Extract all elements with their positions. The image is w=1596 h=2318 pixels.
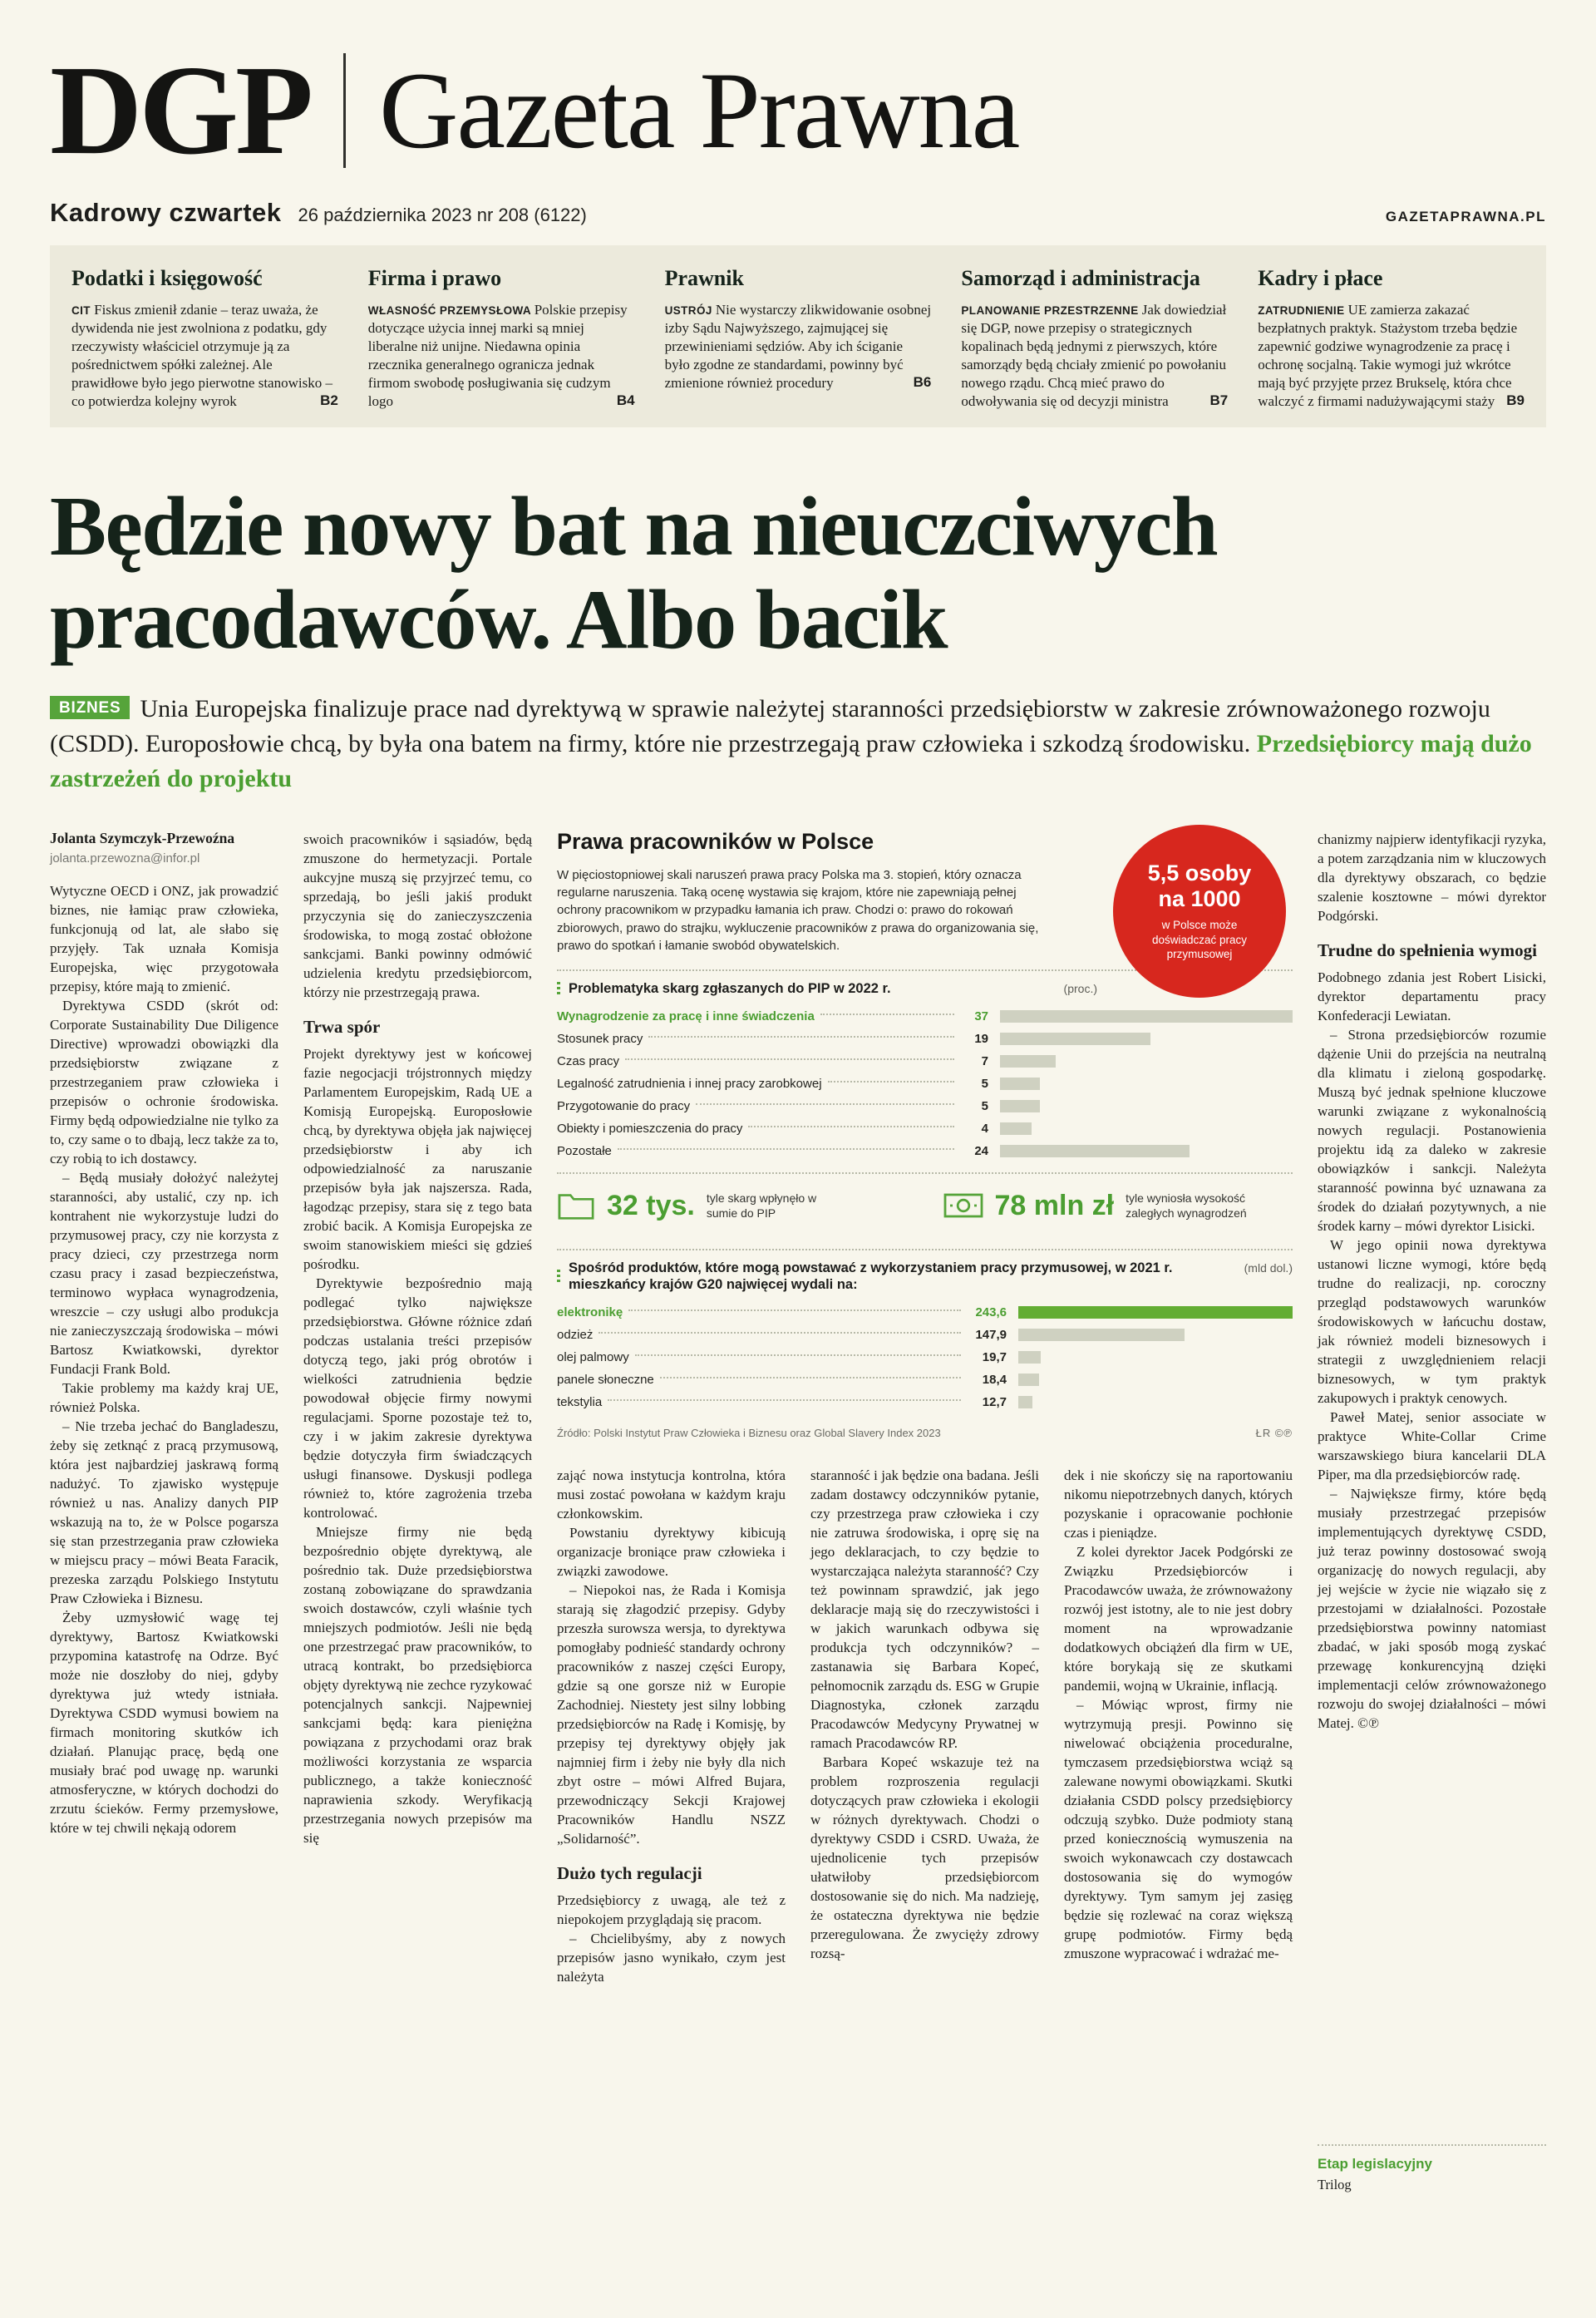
- chart-bar-track: [1018, 1306, 1293, 1319]
- headline-line-1: Będzie nowy bat na nieuczciwych: [50, 479, 1218, 574]
- legislative-stage-value: Trilog: [1318, 2176, 1352, 2192]
- dgp-logo: DGP: [50, 40, 311, 181]
- article-paragraph: Paweł Matej, senior associate w praktyce White-Collar Crime warszawskiego biura kancelarii DLA Piper, ma dla przedsiębiorców radę.: [1318, 1409, 1546, 1483]
- chart-bar: [1000, 1055, 1056, 1068]
- chart-row-value: 19,7: [982, 1350, 1007, 1365]
- article-paragraph: Powstaniu dyrektywy kibicują organizacje broniące praw człowieka i związki zawodowe.: [557, 1524, 786, 1579]
- column-text: [303, 830, 532, 1847]
- chart-marker-icon: [557, 1270, 560, 1283]
- column-text: [1064, 1466, 1293, 1963]
- chart-bar: [1018, 1396, 1032, 1408]
- teaser-kicker: USTRÓJ: [664, 303, 716, 317]
- chart-row-label: odzież: [557, 1328, 594, 1343]
- teaser-section-title: Samorząd i administracja: [961, 266, 1200, 290]
- lead-highlight: Przedsiębiorcy mają dużo zastrzeżeń do projektu: [50, 729, 1532, 792]
- chart-bar: [1000, 1033, 1150, 1045]
- chart-row: [557, 1117, 1293, 1140]
- edition-label: Kadrowy czwartek: [50, 198, 282, 227]
- lead-text: Unia Europejska finalizuje prace nad dyrektywą w sprawie należytej staranności przedsiębiorstw w zakresie zrównoważonego rozwoju (CSDD). Europosłowie chcą, by była ona batem na firmy, które nie przestrzegają praw człowieka i szkodzą środowisku.: [50, 694, 1490, 757]
- dotted-leader: [598, 1332, 961, 1334]
- chart-bar-track: [1000, 1122, 1293, 1135]
- article-paragraph: – Mówiąc wprost, firmy nie wytrzymują presji. Powinno się niwelować obciążenia proceduralne, tymczasem przedsiębiorstwa wciąż są zalewane nowymi obowiązkami. Skutki działania CSDD polscy przedsiębiorcy odczują szybko. Duże podmioty staną przed koniecznością wymuszenia na swoich wykonawcach czy dostawcach dostosowania się do wymogów dyrektywy. Tym samym jej zasięg będzie się rozlewać na coraz większą grupę podmiotów. Firmy będą zmuszone wypracować i wdrażać me-: [1064, 1696, 1293, 1961]
- chart-bar-track: [1018, 1396, 1293, 1408]
- chart-bar-track: [1018, 1329, 1293, 1341]
- article-column-6: [1318, 830, 1546, 2193]
- article-column-2: [303, 830, 532, 2193]
- brand-divider: [343, 53, 346, 168]
- chart-bar-track: [1000, 1055, 1293, 1068]
- chart-bar: [1000, 1100, 1040, 1112]
- chart-row: [557, 1005, 1293, 1028]
- article-paragraph: dek i nie skończy się na raportowaniu nikomu niepotrzebnych danych, których pozyskanie i opracowanie pochłonie czas i pieniądze.: [1064, 1467, 1293, 1541]
- chart-bar: [1000, 1122, 1032, 1135]
- chart-row: [557, 1391, 1293, 1413]
- chart-row-label: Czas pracy: [557, 1053, 620, 1068]
- chart-title: Problematyka skarg zgłaszanych do PIP w 2022 r.: [569, 981, 891, 997]
- issue-date: 26 października 2023 nr 208 (6122): [298, 205, 587, 225]
- brand: [50, 40, 1546, 181]
- article-subhead: Trudne do spełnienia wymogi: [1318, 940, 1537, 960]
- dotted-leader: [748, 1126, 954, 1127]
- chart-row-value: 12,7: [982, 1395, 1007, 1410]
- chart-row-value: 19: [974, 1031, 988, 1046]
- article-paragraph: – Niepokoi nas, że Rada i Komisja starają się złagodzić przepisy. Gdyby przeszła surowsza wersja, to dyrektywa pomogłaby podnieść standardy ochrony pracowników z naszej części Europy, gdzie są one gorsze niż w Europie Zachodniej. Niestety jest silny lobbing przedsiębiorców na Radę i Komisję, by przepisy tej dyrektywy objęły jak najmniej firm i żeby nie były dla nich zbyt ostre – mówi Alfred Bujara, przewodniczący Sekcji Krajowej Pracowników Handlu NSZZ „Solidarność”.: [557, 1581, 786, 1847]
- article-column-4: [810, 1466, 1039, 2193]
- dotted-leader: [828, 1081, 954, 1083]
- article-subhead: Trwa spór: [303, 1016, 381, 1037]
- article-paragraph: Takie problemy ma każdy kraj UE, również Polska.: [50, 1380, 278, 1416]
- stat-value: 32 tys.: [607, 1189, 695, 1221]
- article-column-5: [1064, 1466, 1293, 2193]
- article-paragraph: swoich pracowników i sąsiadów, będą zmuszone do hermetyzacji. Portale aukcyjne muszą się przyjrzeć temu, co sprzedają, bo jeśli jakiś produkt przyczynia się do zanieczyszczenia środowiska, to mogą zostać obłożone sankcjami. Banki powinny odmówić udzielenia kredytu przedsiębiorcom, którzy nie przestrzegają prawa.: [303, 831, 532, 1000]
- teaser-kicker: ZATRUDNIENIE: [1258, 303, 1348, 317]
- chart-row-label: panele słoneczne: [557, 1373, 654, 1388]
- chart-row-label: Obiekty i pomieszczenia do pracy: [557, 1121, 743, 1136]
- newspaper-title: Gazeta Prawna: [379, 49, 1019, 171]
- dotted-leader: [820, 1014, 954, 1015]
- dotted-leader: [660, 1377, 961, 1378]
- chart-row-label: elektronikę: [557, 1305, 623, 1320]
- badge-caption: w Polsce może doświadczać pracy przymusowej: [1151, 919, 1248, 961]
- chart-row-label: Pozostałe: [557, 1143, 612, 1158]
- chart-row: [557, 1301, 1293, 1324]
- teaser-page-ref: B9: [1506, 392, 1525, 408]
- masthead: [50, 40, 1546, 227]
- article-paragraph: Z kolei dyrektor Jacek Podgórski ze Związku Przedsiębiorców i Pracodawców uważa, że zrównoważony rozwój jest istotny, ale to nie jest dobry moment na wprowadzanie dodatkowych obciążeń dla firm w UE, które borykają się ze skutkami pandemii, wojną w Ukrainie, inflacją.: [1064, 1543, 1293, 1694]
- dotted-leader: [648, 1036, 954, 1038]
- teaser-text: CIT Fiskus zmienił zdanie – teraz uważa, że dywidenda nie jest zwolniona z podatku, gdy rzeczywisty właściciel otrzymuje ją za pośrednictwem spółki zależnej. Ale prawidłowe było jego pierwotne stanowisko – co potwierdza kolejny wyrok B2: [71, 301, 338, 409]
- teaser-page-ref: B6: [913, 373, 932, 390]
- dateline: [50, 200, 1546, 225]
- chart-row-value: 24: [974, 1143, 988, 1158]
- article-paragraph: staranność i jak będzie ona badana. Jeśli zadam dostawcy odczynników pytanie, czy przestrzega praw człowieka i czy nie zatruwa środowiska, i oprę się na jego deklaracjach, to czy będzie to wystarczająca należyta staranność? Czy też powinnam sprawdzić, jak jego deklaracje mają się do rzeczywistości i w jakich warunkach odbywa się produkcja tych odczynników? – zastanawia się Barbara Kopeć, pełnomocnik zarządu ds. ESG w Grupie Diagnostyka, członek zarządu Pracodawców Medycyny Prywatnej w ramach Pracodawców RP.: [810, 1467, 1039, 1751]
- article-body: [50, 830, 1546, 2193]
- infographic-source-row: [557, 1427, 1293, 1441]
- column-text: [810, 1466, 1039, 1963]
- article-paragraph: Przedsiębiorcy z uwagą, ale też z niepokojem przyglądają się pracom.: [557, 1892, 786, 1928]
- chart-row-value: 5: [981, 1098, 988, 1113]
- chart-row-value: 7: [981, 1053, 988, 1068]
- forced-labour-badge: [1113, 825, 1286, 998]
- column-text: [50, 881, 278, 1837]
- chart-bar-track: [1000, 1033, 1293, 1045]
- column-text: [1318, 830, 1546, 1733]
- graphic-credit: ŁR ©℗: [1255, 1427, 1293, 1440]
- chart-row-value: 18,4: [982, 1373, 1007, 1388]
- teaser-page-ref: B2: [320, 392, 338, 408]
- teaser-item: [961, 267, 1228, 411]
- teaser-item: [1258, 267, 1525, 411]
- teaser-page-ref: B4: [616, 392, 635, 408]
- article-paragraph: Podobnego zdania jest Robert Lisicki, dyrektor departamentu pracy Konfederacji Lewiatan.: [1318, 969, 1546, 1024]
- website-url: GAZETAPRAWNA.PL: [1385, 209, 1546, 224]
- teaser-item: [368, 267, 635, 411]
- teaser-page-ref: B7: [1209, 392, 1229, 408]
- main-headline: [50, 481, 1546, 667]
- dotted-leader: [625, 1058, 954, 1060]
- article-paragraph: Mniejsze firmy nie będą bezpośrednio objęte dyrektywą, ale pośrednio tak. Duże przedsiębiorstwa zostaną zobowiązane do sprawdzania swoich dostawców, czyli właśnie tych mniejszych podmiotów. Jeśli nie będą one przestrzegać praw pracowników, to utracą kontrakt, bo przedsiębiorca objęty dyrektywą nie zechce ryzykować potencjalnych sankcji. Najpewniej sankcjami będą: kara pieniężna powiązana z przychodami oraz brak możliwości korzystania ze wsparcia publicznego, a także konieczność naprawienia szkody. Weryfikacją przestrzegania nowych przepisów ma się: [303, 1524, 532, 1847]
- chart-row-value: 243,6: [975, 1305, 1007, 1320]
- article-paragraph: Barbara Kopeć wskazuje też na problem rozproszenia regulacji dotyczących praw człowieka i ekologii w różnych dyrektywach. Chodzi o dyrektywy CSDD i CSRD. Uważa, że ujednolicenie tych przepisów ułatwiłoby przedsiębiorcom dostosowanie się do nich. Ma nadzieję, że ostateczna dyrektywa nie będzie przeregulowana. Że zwycięży zdrowy rozsą-: [810, 1753, 1039, 1961]
- chart-bar-track: [1000, 1010, 1293, 1023]
- chart-row: [557, 1028, 1293, 1050]
- lead-paragraph: [50, 692, 1546, 797]
- teaser-item: [665, 267, 932, 411]
- chart-row-value: 147,9: [975, 1328, 1007, 1343]
- stat-value: 78 mln zł: [994, 1189, 1115, 1221]
- section-tag: BIZNES: [50, 696, 130, 719]
- teaser-item: [71, 267, 338, 411]
- chart-bar-track: [1000, 1145, 1293, 1157]
- stat-complaints: [557, 1189, 907, 1222]
- stat-caption: tyle skarg wpłynęło w sumie do PIP: [706, 1191, 817, 1220]
- banknote-icon: [943, 1192, 983, 1219]
- chart-row-label: olej palmowy: [557, 1350, 629, 1365]
- teaser-text: WŁASNOŚĆ PRZEMYSŁOWA Polskie przepisy dotyczące użycia innej marki są mniej liberalne niż unijne. Niedawna opinia rzecznika generalnego ogranicza jednak firmom swobodę posługiwania się cudzym logo B4: [367, 301, 635, 409]
- chart-row: [557, 1324, 1293, 1346]
- chart-bar: [1000, 1145, 1190, 1157]
- teaser-text: USTRÓJ Nie wystarczy zlikwidowanie osobnej izby Sądu Najwyższego, zajmującej się przewinieniami sędziów. Aby ich ściganie było zgodne ze standardami, powinny być zmienione również procedury B6: [664, 301, 932, 391]
- chart-bar: [1018, 1351, 1041, 1364]
- teaser-kicker: WŁASNOŚĆ PRZEMYSŁOWA: [367, 303, 534, 317]
- chart-row: [557, 1140, 1293, 1162]
- article-paragraph: W jego opinii nowa dyrektywa ustanowi liczne wymogi, które będą trudne do realizacji, np. coroczny przegląd podstawowych warunków środowiskowych w łańcuchu dostaw, jak również modeli biznesowych i strategii z uwzględnieniem relacji biznesowych, w tym praktyk zakupowych i praktyk cenowych.: [1318, 1237, 1546, 1407]
- article-paragraph: Dyrektywa CSDD (skrót od: Corporate Sustainability Due Diligence Directive) wprowadzi obowiązki dla przedsiębiorstw związane z przestrzeganiem praw człowieka i przepisów o ochronie środowiska. Firmy będą odpowiedzialne nie tylko za to, czy same o to dbają, lecz także za to, czy robią to ich dostawcy.: [50, 998, 278, 1167]
- chart-title: Spośród produktów, które mogą powstawać z wykorzystaniem pracy przymusowej, w 2021 r. mieszkańcy krajów G20 najwięcej wydali na:: [569, 1260, 1173, 1293]
- dotted-leader: [618, 1148, 954, 1150]
- chart-bar: [1018, 1329, 1185, 1341]
- teaser-section-title: Firma i prawo: [367, 266, 502, 290]
- author-name: Jolanta Szymczyk-Przewoźna: [50, 829, 235, 846]
- teaser-text: ZATRUDNIENIE UE zamierza zakazać bezpłatnych praktyk. Stażystom trzeba będzie zapewnić godziwe wynagrodzenie za pracę i ochronę socjalną. Takie wymogi już wkrótce mają być przyjęte przez Brukselę, która chce walczyć z firmami nadużywającymi staży B9: [1258, 301, 1525, 409]
- folder-icon: [557, 1189, 595, 1222]
- chart-unit: (proc.): [1063, 982, 1097, 996]
- chart-bar-track: [1000, 1100, 1293, 1112]
- teaser-strip: [50, 245, 1546, 427]
- article-subhead: Dużo tych regulacji: [557, 1862, 702, 1883]
- article-column-1: [50, 830, 278, 2193]
- article-column-3: [557, 1466, 786, 2193]
- legislative-stage-footer: [1318, 2144, 1546, 2193]
- chart-bar: [1018, 1374, 1039, 1386]
- dotted-leader: [696, 1103, 954, 1105]
- stat-caption: tyle wyniosła wysokość zaległych wynagrodzeń: [1126, 1191, 1247, 1220]
- chart-bar: [1000, 1010, 1293, 1023]
- chart-marker-icon: [557, 982, 560, 995]
- badge-value-line-1: 5,5 osoby: [1147, 861, 1252, 886]
- chart-bar-track: [1018, 1351, 1293, 1364]
- g20-products-chart-rows: [557, 1301, 1293, 1413]
- infographic: [557, 830, 1293, 1441]
- headline-line-2: pracodawców. Albo bacik: [50, 572, 948, 667]
- chart-row: [557, 1346, 1293, 1369]
- article-paragraph: – Strona przedsiębiorców rozumie dążenie Unii do przejścia na neutralną dla klimatu i zieloną gospodarkę. Muszą być jednak spełnione kluczowe warunki związane z wykonalnością nowych regulacji. Postanowienia projektu idą za daleko w zakresie obowiązków i sankcji. Należyta staranność powinna być uznawana za środek do działań pozytywnych, a nie środek karny – mówi dyrektor Lisicki.: [1318, 1027, 1546, 1235]
- chart-bar-track: [1000, 1078, 1293, 1090]
- dotted-leader: [635, 1354, 961, 1356]
- teaser-kicker: CIT: [71, 303, 95, 317]
- article-paragraph: zająć nowa instytucja kontrolna, która musi zostać powołana w każdym kraju członkowskim.: [557, 1467, 786, 1521]
- teaser-section-title: Kadry i płace: [1258, 266, 1383, 290]
- article-paragraph: Wytyczne OECD i ONZ, jak prowadzić biznes, nie łamiąc praw człowieka, funkcjonują od lat, ale słabo się przyjęły. Tak uznała Komisja Europejska, więc przygotowała przepisy, które mają to zmienić.: [50, 883, 278, 995]
- teaser-section-title: Prawnik: [664, 266, 744, 290]
- dotted-leader: [628, 1309, 961, 1311]
- badge-value-line-2: na 1000: [1158, 886, 1241, 912]
- article-paragraph: – Będą musiały dołożyć należytej staranności, aby ustalić, czy np. ich kontrahent nie wykorzystuje ludzi do przymusowej pracy, czy nie korzysta z pracy dzieci, czy przestrzega norm czasu pracy i zasad bezpieczeństwa, terminowo wypłaca wynagrodzenia, wreszcie – czy usługi albo produkcja nie zanieczyszczają środowiska – mówi Bartosz Kwiatkowski, dyrektor Fundacji Frank Bold.: [50, 1170, 278, 1378]
- stat-unpaid-wages: [943, 1191, 1293, 1221]
- article-paragraph: – Chcielibyśmy, aby z nowych przepisów jasno wynikało, czym jest należyta: [557, 1931, 786, 1985]
- byline: [50, 830, 278, 866]
- chart-row-label: Legalność zatrudnienia i innej pracy zarobkowej: [557, 1076, 822, 1091]
- chart-unit: (mld dol.): [1244, 1260, 1293, 1275]
- source-text: Źródło: Polski Instytut Praw Człowieka i Biznesu oraz Global Slavery Index 2023: [557, 1427, 941, 1440]
- legislative-stage-label: Etap legislacyjny: [1318, 2156, 1432, 2173]
- chart-bar: [1018, 1306, 1293, 1319]
- chart-row-value: 4: [981, 1121, 988, 1136]
- infographic-stats: [557, 1172, 1293, 1234]
- chart-row: [557, 1073, 1293, 1095]
- chart-row: [557, 1050, 1293, 1073]
- chart-row: [557, 1095, 1293, 1117]
- chart-row-label: Wynagrodzenie za pracę i inne świadczenia: [557, 1009, 815, 1023]
- teaser-text: PLANOWANIE PRZESTRZENNE Jak dowiedział się DGP, nowe przepisy o strategicznych kopalinach będą jednymi z pierwszych, które samorządy będą chciały zmienić po powołaniu nowego rządu. Chcą mieć prawo do odwoływania się od decyzji ministra B7: [961, 301, 1229, 409]
- article-paragraph: Dyrektywie bezpośrednio mają podlegać tylko największe przedsiębiorstwa. Główne różnice zdań podczas ustalania treści przepisów dotyczą tego, jaki próg obrotów i wielkości zatrudnienia będzie powodował objęcie firmy nowymi regulacjami. Sporne pozostaje też to, czy i w jakim zakresie dyrektywa będzie dotyczyła firm świadczących usługi finansowe. Dyskusji podlega również to, które zagrożenia trzeba kontrolować.: [303, 1275, 532, 1521]
- article-paragraph: Projekt dyrektywy jest w końcowej fazie negocjacji trójstronnych między Parlamentem Europejskim, Radą UE a Komisją Europejską. Europosłowie chcą, by dyrektywa objęła jak najwięcej przedsiębiorstw i aby ich odpowiedzialność za naruszanie przepisów była jak najszersza. Rada, łagodząc przepisy, stara się z tego bata zrobić bacik. A Komisja Europejska ze swoim stanowiskiem mieści się gdzieś pośrodku.: [303, 1046, 532, 1273]
- chart-row-label: tekstylia: [557, 1395, 603, 1410]
- dotted-leader: [608, 1399, 961, 1401]
- chart-row-value: 37: [974, 1009, 988, 1023]
- chart-bar: [1000, 1078, 1040, 1090]
- chart-row-value: 5: [981, 1076, 988, 1091]
- article-paragraph: chanizmy najpierw identyfikacji ryzyka, a potem zarządzania nim w kluczowych dla dyrektywy obszarach, co będzie szalenie kosztowne – mówi dyrektor Podgórski.: [1318, 831, 1546, 924]
- teaser-section-title: Podatki i księgowość: [71, 266, 263, 290]
- column-text: [557, 1466, 786, 1986]
- article-paragraph: – Największe firmy, które będą musiały przestrzegać przepisów implementujących dyrektywę CSDD, już teraz powinny dostosować swoją organizację do nowych regulacji, aby jej wejście w życie nie wiązało się z przestojami w działalności. Pozostałe przedsiębiorstwa powinny natomiast zbadać, w jaki sposób mogą zyskać przewagę konkurencyjną dzięki implementacji celów zrównoważonego rozwoju do swojej działalności – mówi Matej. ©℗: [1318, 1486, 1546, 1732]
- article-paragraph: Żeby uzmysłowić wagę tej dyrektywy, Bartosz Kwiatkowski przypomina katastrofę na Odrze. Być może nie doszłoby do niej, gdyby dyrektywa już wtedy istniała. Dyrektywa CSDD wymusi bowiem na firmach monitoring skutków ich działań. Planując pracę, będą one musiały brać pod uwagę np. warunki atmosferyczne, w których dochodzi do zrzutu ścieków. Fermy przemysłowe, które w tej chwili nękają odorem: [50, 1610, 278, 1837]
- chart-row: [557, 1369, 1293, 1391]
- pip-complaints-chart-rows: [557, 1005, 1293, 1162]
- g20-products-chart-header: [557, 1249, 1293, 1301]
- chart-bar-track: [1018, 1374, 1293, 1386]
- infographic-title: Prawa pracowników w Polsce: [557, 828, 874, 854]
- chart-row-label: Stosunek pracy: [557, 1031, 643, 1046]
- author-email: jolanta.przewozna@infor.pl: [50, 851, 200, 866]
- infographic-intro: W pięciostopniowej skali naruszeń prawa pracy Polska ma 3. stopień, który oznacza regularne naruszenia. Taką ocenę wystawia się krajom, które nie zapewniają pełnej ochrony pracownikom w przypadku łamania ich praw. Chodzi o: prawo do rokowań zbiorowych, prawo do strajku, wykluczenie pracowników z prawa do organizowania się, prawo do spotkań i łamanie swobód obywatelskich.: [557, 867, 1039, 953]
- chart-row-label: Przygotowanie do pracy: [557, 1098, 691, 1113]
- article-paragraph: – Nie trzeba jechać do Bangladeszu, żeby się zetknąć z pracą przymusową, która jest najbardziej jaskrawą formą nadużyć. To zjawisko występuje również u nas. Analizy danych PIP wskazują na to, że w Polsce pogarsza się stan przestrzegania praw człowieka w miejscu pracy – mówi Beata Faracik, prezeska zarządu Polskiego Instytutu Praw Człowieka i Biznesu.: [50, 1418, 278, 1607]
- teaser-kicker: PLANOWANIE PRZESTRZENNE: [961, 303, 1142, 317]
